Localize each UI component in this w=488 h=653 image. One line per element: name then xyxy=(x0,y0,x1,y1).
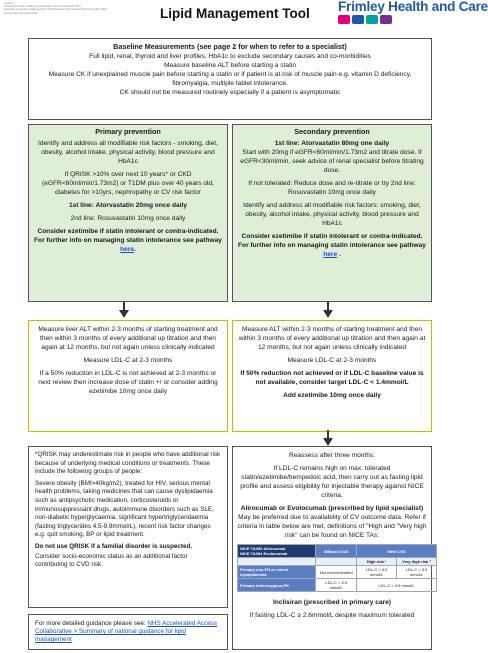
table-header-without-cvd: Without CVD xyxy=(316,545,357,558)
secondary-monitoring-box xyxy=(232,320,432,432)
primary-first-line: 1st line: Atorvastatin 20mg once daily xyxy=(68,202,188,209)
secondary-monitor-alt: Measure ALT within 2-3 months of starting treatment and then within 3 months of every additional up titration and then again at 12 months, but not again unless clinically indicated xyxy=(238,326,426,351)
table-header-with-cvd: With CVD xyxy=(356,545,436,558)
qrisk-warning: Do not use QRISK if a familial disorder is suspected. xyxy=(35,542,193,550)
primary-prevention-box xyxy=(28,124,228,302)
meta-line: Approved by Frimley Health and Care ICS Medicines Optimisation Board November 2023 xyxy=(4,8,107,12)
primary-pathway-link[interactable]: here xyxy=(120,246,135,253)
secondary-prevention-box xyxy=(232,124,432,302)
qrisk-note-box xyxy=(28,446,228,608)
arrow-down-icon xyxy=(323,310,333,318)
guidance-link[interactable]: NHS Accelerated Access Collaborative > Summary of national guidance for lipid management xyxy=(35,620,218,643)
reassess-text: If LDL-C remains high on max. tolerated statin/ezetimibe/bempedoic acid, then carry out as fasting lipid profile and assess eligibility for injectable therapy against NICE criteria. xyxy=(240,465,424,499)
page-title: Lipid Management Tool xyxy=(160,6,310,21)
table-header-very-high: Very high risk ² xyxy=(396,558,436,566)
brand-name: Frimley Health and Care xyxy=(338,0,488,14)
baseline-line: Measure CK if unexplained muscle pain before starting a statin or if patient is at risk of muscle pain e.g. vitamin D deficiency, fibromyalgia, multiple tablet intolerance. xyxy=(48,71,412,87)
arrow-down-icon xyxy=(323,438,333,446)
secondary-text: Identify and address all modifiable risk factors: smoking, diet, obesity, alcohol intake, physical activity, blood pressure and HbA1c xyxy=(243,202,421,227)
secondary-text: If not tolerated: Reduce dose and re-titrate or try 2nd line: Rosuvastatin 10mg once daily xyxy=(248,180,416,196)
primary-second-line: 2nd line: Rosuvastatin 10mg once daily xyxy=(70,215,186,222)
baseline-line: Full lipid, renal, thyroid and liver profiles, HbA1c to exclude secondary causes and co-morbidities xyxy=(89,53,371,60)
nice-criteria-table xyxy=(237,544,437,592)
primary-monitor-alt: Measure liver ALT within 2-3 months of starting treatment and then within 3 months of every additional up titration and then again at 12 months, but not again unless clinically indicated xyxy=(38,326,218,351)
secondary-monitor-target: If 50% reduction not achieved or if LDL-C baseline value is not available, consider target LDL-C < 1.4mmol/L xyxy=(240,370,424,386)
table-row: Primary non-FH or mixed dyslipidaemia Not recommended LDL-C > 4.0 mmol/L LDL-C > 3.5 mmol/L xyxy=(238,566,437,579)
people-icon xyxy=(352,15,364,24)
baseline-box xyxy=(28,38,432,120)
secondary-heading: Secondary prevention xyxy=(294,127,370,136)
baseline-heading: Baseline Measurements (see page 2 for when to refer to a specialist) xyxy=(113,42,347,51)
brand-logo xyxy=(338,0,488,24)
meta-line: Version 1 xyxy=(4,2,15,5)
care-icon xyxy=(366,15,378,24)
inclisiran-text: If fasting LDL-C ≥ 2.6mmol/L despite maximum tolerated xyxy=(249,612,415,619)
table-corner: NICE TA393 Alirocumab NICE TA394 Evolocumab xyxy=(238,545,316,558)
primary-heading: Primary prevention xyxy=(95,127,161,136)
primary-monitoring-box xyxy=(28,320,228,432)
document-meta xyxy=(4,2,134,15)
alirocumab-text: May be preferred due to availability of CV outcome data. Refer if criteria in table below are met, definitions of "High and "Very high risk" can be found on NICE TAs: xyxy=(237,514,427,539)
alirocumab-heading: Alirocumab or Evolocumab (prescribed by lipid specialist) xyxy=(240,505,424,512)
meta-line: Review date November 2026 xyxy=(4,11,38,15)
primary-ezetimibe: Consider ezetimibe if statin intolerant or contra-indicated. For further info on managing statin intolerance see pathway here. xyxy=(34,228,222,253)
baseline-line: CK should not be measured routinely especially if a patient is asymptomatic xyxy=(119,89,341,96)
qrisk-intro: *QRISK may underestimate risk in people who have additional risk because of underlying medical conditions or treatments. These include the following groups of people: xyxy=(35,451,221,476)
secondary-pathway-link[interactable]: here xyxy=(323,251,338,258)
secondary-text: Start with 20mg if eGFR<60ml/min/1.73m2 and titrate dose. If eGFR<30ml/min, seek advice of renal specialist before titrating dose. xyxy=(240,149,424,174)
community-icon xyxy=(380,15,392,24)
reassess-box xyxy=(232,446,432,650)
reassess-heading: Reassess after three months. xyxy=(288,452,376,459)
secondary-first-line: 1st line: Atorvastatin 80mg one daily xyxy=(274,140,390,147)
primary-monitor-reduction: If a 50% reduction in LDL-C is not achieved at 2-3 months or next review then increase dose of statin +/ or consider adding ezetimibe 10mg once daily xyxy=(38,370,218,395)
primary-text: If QRISK >10% over next 10 years* or CKD (eGFR<60ml/min/1.73m2) or T1DM plus over 40 years old, diabetes for >10yrs, nephropathy or CV risk factor xyxy=(42,171,214,196)
qrisk-socioeconomic: Consider socio-economic status as an additional factor contributing to CVD risk. xyxy=(35,552,188,569)
brand-icons xyxy=(338,15,456,24)
table-row: Primary heterozygous-FH LDL-C > 5.0 mmol/L LDL-C > 3.5 mmol/L xyxy=(238,579,437,592)
table-header-high: High risk ¹ xyxy=(356,558,396,566)
meta-line: Created by Frimley Medicines Optimisation Group November 2023 xyxy=(4,5,81,9)
secondary-monitor-ldl: Measure LDL-C at 2-3 months xyxy=(287,357,377,364)
qrisk-groups: Severe obesity (BMI>40kg/m2), treated for HIV, serious mental health problems, taking medicines that can cause dyslipidaemia such as antipsychotic medication, corticosteroids or immunosuppressant drugs, autoimmune disorders such as SLE, non-diabetic hyperglycaemia, significant hypertriglyceridaemia (fasting triglycerides 4.5-9.9mmol/L), recent risk factor changes e.g. quit smoking, BP or lipid treatment. xyxy=(35,479,214,539)
baseline-line: Measure baseline ALT before starting a statin xyxy=(163,62,297,69)
primary-text: Identify and address all modifiable risk factors - smoking, diet, obesity, alcohol intake, physical activity, blood pressure and HbA1c xyxy=(38,140,218,165)
primary-monitor-ldl: Measure LDL-C at 2-3 months xyxy=(83,357,173,364)
heart-icon xyxy=(338,15,350,24)
secondary-ezetimibe: Consider ezetimibe if statin intolerant or contra-indicated. For further info on managing statin intolerance see pathway here . xyxy=(238,233,426,258)
guidance-box: For more detailed guidance please see: NHS Accelerated Access Collaborative > Summary of national guidance for lipid management xyxy=(28,614,228,650)
inclisiran-heading: Inclisiran (prescribed in primary care) xyxy=(272,599,391,606)
arrow-down-icon xyxy=(119,310,129,318)
secondary-monitor-ezetimibe: Add ezetimibe 10mg once daily xyxy=(283,392,381,399)
